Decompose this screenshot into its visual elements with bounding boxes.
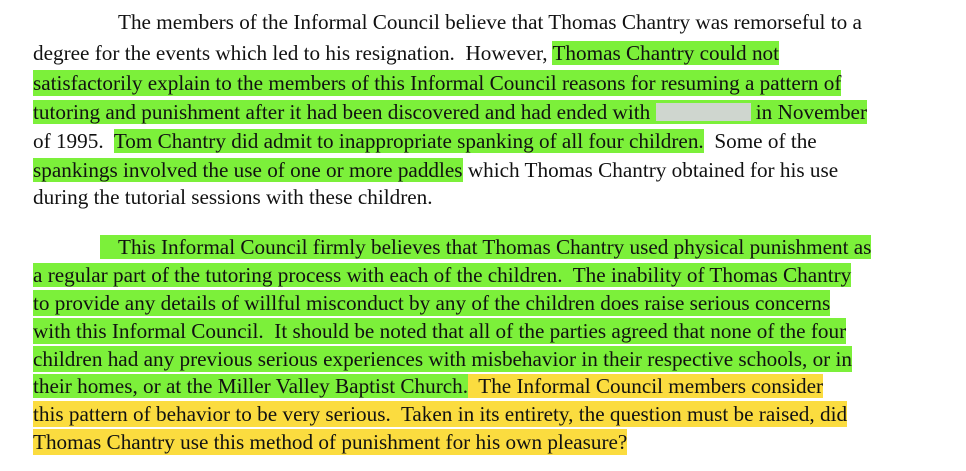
p1-line-7: during the tutorial sessions with these children.: [33, 185, 433, 209]
p1-line-6-end: which Thomas Chantry obtained for his use: [462, 158, 839, 182]
highlight-green: [33, 100, 867, 124]
highlight-yellow: The Informal Council members consider: [468, 374, 824, 398]
highlight-green: This Informal Council firmly believes that Thomas Chantry used physical punishment as: [100, 235, 871, 259]
p2-line-7: this pattern of behavior to be very serious. Taken in its entirety, the question must be raised, did: [33, 402, 848, 426]
highlight-green: Thomas Chantry could not: [552, 41, 780, 65]
p1-line-2: [33, 40, 779, 66]
highlight-green: spankings involved the use of one or more paddles: [33, 158, 463, 182]
p2-line-6: [33, 373, 823, 399]
redaction-box: [656, 103, 751, 121]
p2-line-8: Thomas Chantry use this method of punishment for his own pleasure?: [33, 430, 628, 454]
p2-line-2: [33, 262, 851, 288]
highlight-green: Tom Chantry did admit to inappropriate spanking of all four children.: [113, 129, 704, 153]
p2-line-3: to provide any details of willful misconduct by any of the children does raise serious concerns: [33, 291, 831, 315]
p2-line-4: with this Informal Council. It should be noted that all of the parties agreed that none of the four: [33, 319, 847, 343]
p1-line-5: [33, 128, 817, 154]
p1-line-4: [33, 99, 867, 125]
p1-line-5-text: of 1995.: [33, 129, 114, 153]
p1-line-5-end: Some of the: [703, 129, 817, 153]
p2-line-2-end: The inability of Thomas Chantry: [562, 263, 852, 287]
highlight-green: their homes, or at the Miller Valley Baptist Church.: [33, 374, 469, 398]
p2-line-1: [100, 234, 871, 260]
highlight-green: [33, 263, 851, 287]
p2-line-2-text: a regular part of the tutoring process with each of the children.: [33, 263, 563, 287]
p1-line-4-end: in November: [750, 100, 868, 124]
p1-line-3: satisfactorily explain to the members of this Informal Council reasons for resuming a pattern of: [33, 71, 842, 95]
p1-line-4-text: tutoring and punishment after it had been discovered and had ended with: [33, 100, 656, 124]
p1-line-6: [33, 157, 838, 183]
p1-line-1: The members of the Informal Council believe that Thomas Chantry was remorseful to a: [118, 10, 862, 34]
p1-line-2-text: degree for the events which led to his resignation. However,: [33, 41, 553, 65]
p2-line-5: children had any previous serious experiences with misbehavior in their respective schools, or in: [33, 347, 853, 371]
